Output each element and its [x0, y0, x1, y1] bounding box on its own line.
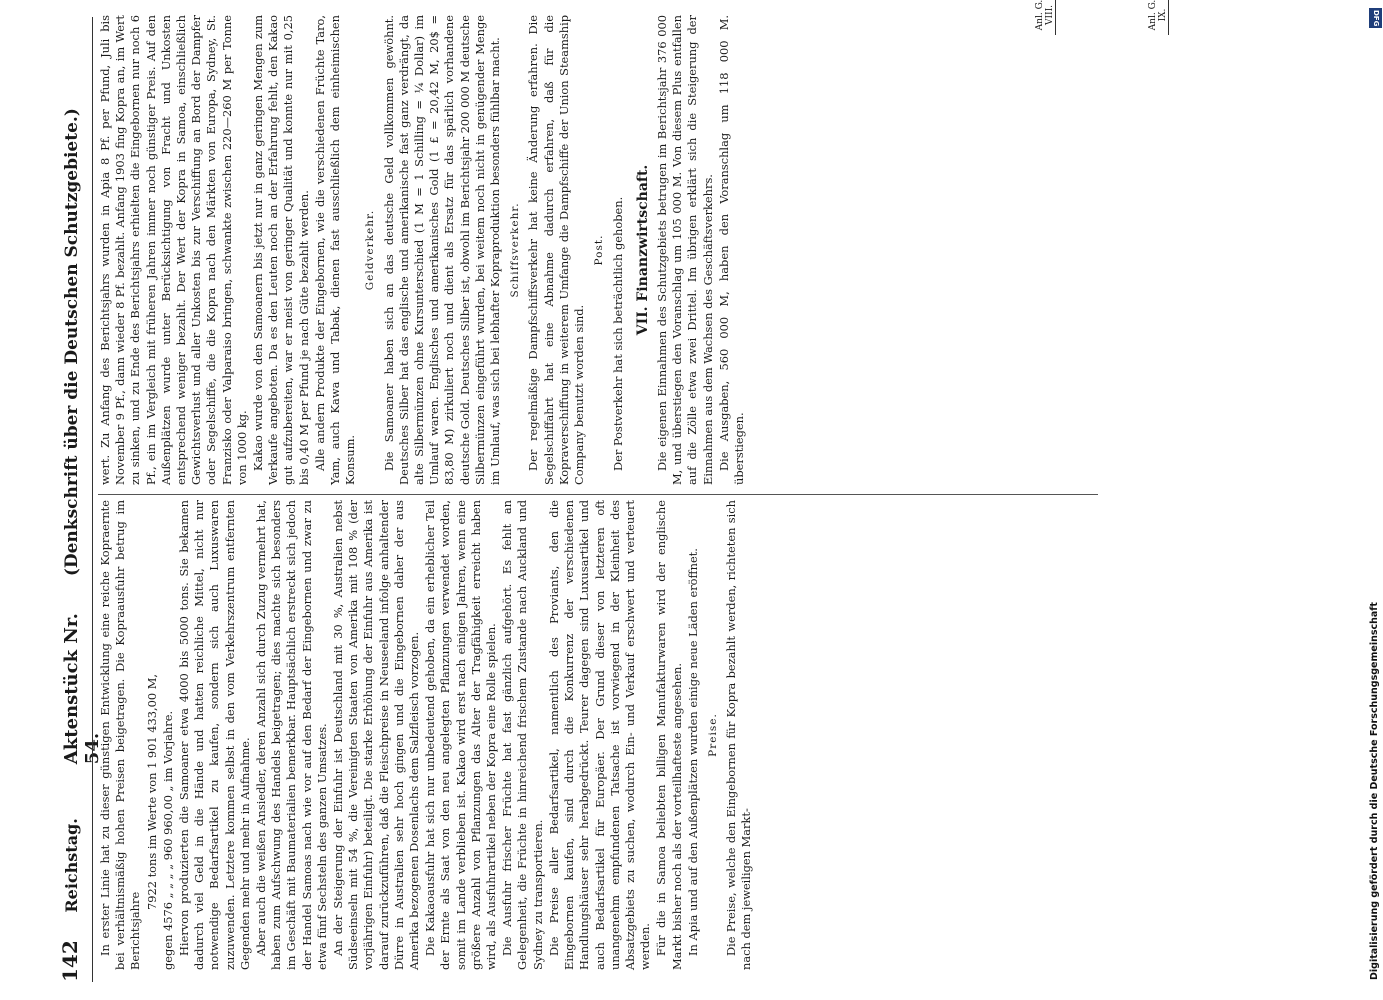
paragraph: Für die in Samoa beliebten billigen Manufakturwaren wird der englische Markt bisher noch als der vorteilhafteste angesehen. — [654, 500, 684, 970]
section-heading-post: Post. — [593, 234, 606, 266]
paragraph: In Apia und auf den Außenplätzen wurden einige neue Läden eröffnet. — [685, 548, 700, 956]
header-reichstag: Reichstag. — [62, 818, 81, 913]
page-header — [58, 22, 103, 982]
page-number: 142 — [58, 940, 82, 982]
paragraph: Aber auch die weißen Ansiedler, deren Anzahl sich durch Zuzug vermehrt hat, haben zum Aufschwung des Handels beigetragen; dies machte sich besonders im Geschäft mit Baumaterialien bemerkbar. Hauptsächlich erstreckt sich jedoch der Handel Samoas nach wie vor auf den Bedarf der Eingebornen und zwar zu etwa fünf Sechsteln des ganzen Umsatzes. — [254, 500, 329, 970]
section-heading-schiffsverkehr: Schiffsverkehr. — [509, 202, 522, 298]
paragraph: In erster Linie hat zu dieser günstigen Entwicklung eine reiche Kopraernte bei verhältnismäßig hohen Preisen beigetragen. Die Kopraausfuhr betrug im Berichtsjahre — [98, 500, 143, 970]
column-divider — [98, 494, 1098, 495]
paragraph: Hiervon produzierten die Samoaner etwa 4000 bis 5000 tons. Sie bekamen dadurch viel Geld in die Hände und hatten reichliche Mittel, nicht nur notwendige Bedarfsartikel zu kaufen, sondern sich auch Luxuswaren zuzuwenden. Letztere kommen selbst in den vom Verkehrszentrum entfernten Gegenden mehr und mehr in Aufnahme. — [177, 500, 252, 970]
paragraph: Alle andern Produkte der Eingebornen, wie die verschiedenen Früchte Taro, Yam, auch Kawa und Tabak, dienen fast ausschließlich dem einheimischen Konsum. — [312, 15, 358, 485]
paragraph: Die Samoaner haben sich an das deutsche Geld vollkommen gewöhnt. Deutsches Silber hat das englische und amerikanische fast ganz verdrängt, da alte Silbermünzen ohne Kursunterschied (1 M = 1 Schilling = ¼ Dollar) im Umlauf waren. Englisches und amerikanisches Gold (1 £ = 20,42 M, 20$ = 83,80 M) zirkuliert noch und dient als Ersatz für das spärlich vorhandene deutsche Gold. Deutsches Silber ist, obwohl im Berichtsjahr 200 000 M deutsche Silbermünzen eingeführt wurden, bei weitem noch nicht in genügender Menge im Umlauf, was sich bei lebhafter Kopraproduktion besonders fühlbar macht. — [381, 15, 503, 485]
paragraph: Die eigenen Einnahmen des Schutzgebiets betrugen im Berichtsjahr 376 000 M, und überstiegen den Voranschlag um 105 000 M. Von diesem Plus entfallen auf die Zölle etwa zwei Drittel. Im übrigen erklärt sich die Steigerung der Einnahmen aus dem Wachsen des Geschäftsverkehrs. — [654, 15, 715, 485]
dfg-logo: DFG — [1369, 8, 1382, 28]
margin-note: Anl. G. VIII. — [1035, 0, 1056, 35]
export-line: 7922 tons im Werte von 1 901 433,00 M, — [144, 673, 159, 910]
paragraph: An der Steigerung der Einfuhr ist Deutschland mit 30 %, Australien nebst Südseeinseln mit 54 %, die Vereinigten Staaten von Amerika mit 108 % (der vorjährigen Einfuhr) beteiligt. Die starke Erhöhung der Einfuhr aus Amerika ist darauf zurückzuführen, daß die Fleischpreise in Neuseeland infolge anhaltender Dürre in Australien sehr hoch gingen und die Eingebornen daher der aus Amerika bezogenen Dosenlachs dem Salzfleisch vorzogen. — [331, 500, 422, 970]
paragraph: Die Preise, welche den Eingebornen für Kopra bezahlt werden, richteten sich nach dem jeweiligen Markt- — [724, 500, 754, 970]
paragraph: wert. Zu Anfang des Berichtsjahrs wurden in Apia 8 Pf. per Pfund, Juli bis November 9 Pf., dann wieder 8 Pf. bezahlt. Anfang 1903 fing Kopra an, im Wert zu sinken, und zu Ende des Berichtsjahrs erhielten die Eingebornen nur noch 6 Pf., ein im Vergleich mit früheren Jahren immer noch günstiger Preis. Auf den Außenplätzen wurde unter Berücksichtigung von Fracht und Unkosten entsprechend weniger bezahlt. Der Wert der Kopra in Samoa, einschließlich Gewichtsverlust und aller Unkosten bis zur Verschiffung an Bord der Dampfer oder Segelschiffe, die die Kopra nach den Märkten von Europa, Sydney, St. Franzisko oder Valparaiso bringen, schwankte zwischen 220—260 M per Tonne von 1000 kg. — [98, 15, 249, 485]
left-column — [98, 500, 756, 970]
header-title: (Denkschrift über die Deutschen Schutzgebiete.) — [62, 108, 82, 577]
paragraph: Die Preise aller Bedarfsartikel, namentlich des Proviants, den die Eingebornen kaufen, sind durch die Konkurrenz der verschiedenen Handlungshäuser sehr herabgedrückt. Teurer dagegen sind Luxusartikel und auch Bedarfsartikel für Europäer. Der Grund dieser von letzteren oft unangenehm empfundenen Tatsache ist vorwiegend in der Kleinheit des Absatzgebiets zu suchen, wodurch Ein- und Verkauf erschwert und verteuert werden. — [546, 500, 653, 970]
paragraph: Die Ausfuhr frischer Früchte hat fast gänzlich aufgehört. Es fehlt an Gelegenheit, die Früchte in hinreichend frischem Zustande nach Auckland und Sydney zu transportieren. — [500, 500, 545, 970]
paragraph: Kakao wurde von den Samoanern bis jetzt nur in ganz geringen Mengen zum Verkaufe angeboten. Da es den Leuten noch an der Erfahrung fehlt, den Kakao gut aufzubereiten, war er meist von geringer Qualität und konnte nur mit 0,25 bis 0,40 M per Pfund je nach Güte bezahlt werden. — [251, 15, 311, 485]
chapter-heading-finanzwirtschaft: VII. Finanzwirtschaft. — [634, 164, 651, 336]
section-heading-geldverkehr: Geldverkehr. — [364, 209, 377, 291]
paragraph: Der Postverkehr hat sich beträchtlich gehoben. — [610, 196, 625, 471]
paragraph: Die Ausgaben, 560 000 M, haben den Voranschlag um 118 000 M. überstiegen. — [716, 15, 746, 485]
digitization-credit: Digitalisierung gefördert durch die Deutsche Forschungsgemeinschaft — [1369, 602, 1380, 980]
margin-note: Anl. G. IX. — [1148, 0, 1169, 35]
header-rule — [92, 17, 93, 982]
export-line: gegen 4576 „ „ „ „ 960 960,00 „ im Vorjahre. — [160, 710, 175, 970]
header-aktenstueck: Aktenstück Nr. 54. — [61, 613, 103, 765]
right-column — [98, 15, 748, 485]
paragraph: Die Kakaoausfuhr hat sich nur unbedeutend gehoben, da ein erheblicher Teil der Ernte als Saat von den neu angelegten Pflanzungen verwendet worden, somit im Lande verblieben ist. Kakao wird erst nach einigen Jahren, wenn eine größere Anzahl von Pflanzungen das Alter der Tragfähigkeit erreicht haben wird, als Ausfuhrartikel neben der Kopra eine Rolle spielen. — [423, 500, 499, 970]
paragraph: Der regelmäßige Dampfschiffsverkehr hat keine Änderung erfahren. Die Segelschiffahrt hat eine Abnahme dadurch erfahren, daß für die Kopraverschiffung in weiterem Umfange die Dampfschiffe der Union Steamship Company benutzt worden sind. — [526, 15, 587, 485]
section-heading-preise: Preise. — [706, 713, 719, 757]
